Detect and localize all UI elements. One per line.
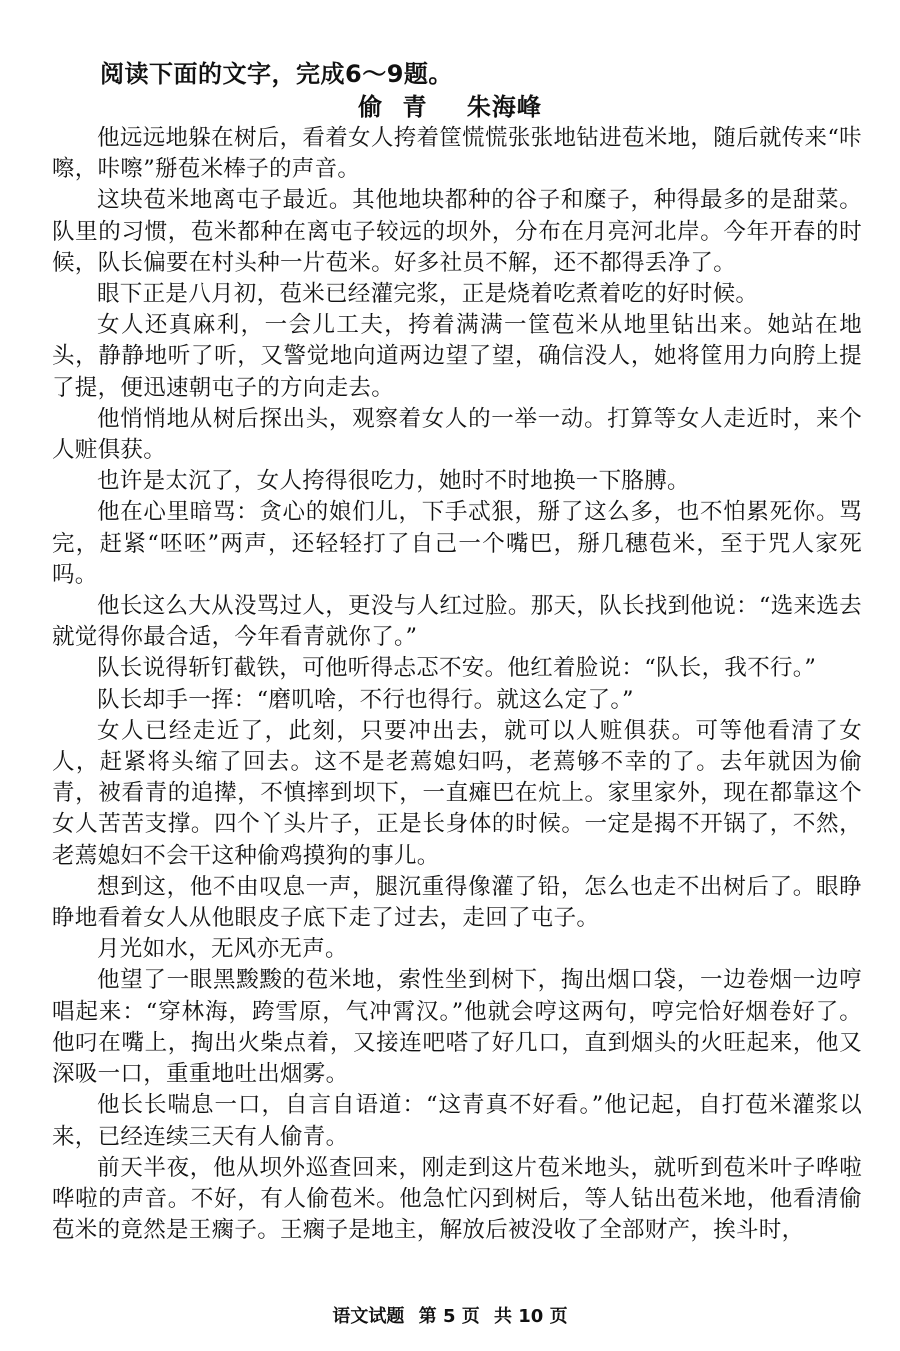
article-paragraph: 他远远地躲在树后，看着女人挎着筐慌慌张张地钻进苞米地，随后就传来“咔嚓，咔嚓”掰苞米棒子的声音。 bbox=[52, 125, 862, 183]
article-body bbox=[52, 123, 862, 1246]
article-paragraph: 想到这，他不由叹息一声，腿沉重得像灌了铅，怎么也走不出树后了。眼睁睁地看着女人从他眼皮子底下走了过去，走回了屯子。 bbox=[52, 873, 862, 932]
article-paragraph: 月光如水，无风亦无声。 bbox=[97, 936, 348, 963]
footer-page-number: 第 5 页 bbox=[418, 1306, 480, 1327]
article-paragraph: 眼下正是八月初，苞米已经灌完浆，正是烧着吃煮着吃的好时候。 bbox=[97, 281, 759, 308]
page-footer bbox=[0, 1305, 900, 1329]
footer-page-total: 共 10 页 bbox=[494, 1306, 568, 1327]
article-paragraph: 也许是太沉了，女人挎得很吃力，她时不时地换一下胳膊。 bbox=[97, 468, 690, 495]
article-author: 朱海峰 bbox=[466, 93, 542, 121]
article-paragraph: 队长却手一挥：“磨叽啥，不行也得行。就这么定了。” bbox=[97, 686, 634, 713]
article-title: 偷 青 bbox=[358, 93, 433, 121]
article-heading bbox=[0, 92, 900, 122]
footer-subject: 语文试题 bbox=[332, 1306, 405, 1327]
question-instruction: 阅读下面的文字，完成6～9题。 bbox=[100, 60, 453, 88]
article-paragraph: 他望了一眼黑黢黢的苞米地，索性坐到树下，掏出烟口袋，一边卷烟一边哼唱起来：“穿林海，跨雪原，气冲霄汉。”他就会哼这两句，哼完恰好烟卷好了。他叼在嘴上，掏出火柴点着，又接连吧嗒了好几口，直到烟头的火旺起来，他又深吸一口，重重地吐出烟雾。 bbox=[52, 967, 862, 1088]
article-paragraph: 女人还真麻利，一会儿工夫，挎着满满一筐苞米从地里钻出来。她站在地头，静静地听了听，又警觉地向道两边望了望，确信没人，她将筐用力向胯上提了提，便迅速朝屯子的方向走去。 bbox=[52, 312, 862, 401]
article-paragraph: 他长长喘息一口，自言自语道：“这青真不好看。”他记起，自打苞米灌浆以来，已经连续三天有人偷青。 bbox=[52, 1092, 862, 1150]
article-paragraph: 他在心里暗骂：贪心的娘们儿，下手忒狠，掰了这么多，也不怕累死你。骂完，赶紧“呸呸”两声，还轻轻打了自己一个嘴巴，掰几穗苞米，至于咒人家死吗。 bbox=[52, 499, 862, 588]
article-paragraph: 前天半夜，他从坝外巡查回来，刚走到这片苞米地头，就听到苞米叶子哗啦哗啦的声音。不好，有人偷苞米。他急忙闪到树后，等人钻出苞米地，他看清偷苞米的竟然是王瘸子。王瘸子是地主，解放后被没收了全部财产，挨斗时， bbox=[52, 1154, 862, 1244]
article-paragraph: 这块苞米地离屯子最近。其他地块都种的谷子和糜子，种得最多的是甜菜。队里的习惯，苞米都种在离屯子较远的坝外，分布在月亮河北岸。今年开春的时候，队长偏要在村头种一片苞米。好多社员不解，还不都得丢净了。 bbox=[52, 187, 862, 276]
article-paragraph: 他长这么大从没骂过人，更没与人红过脸。那天，队长找到他说：“选来选去就觉得你最合适，今年看青就你了。” bbox=[52, 593, 862, 651]
article-paragraph: 队长说得斩钉截铁，可他听得忐忑不安。他红着脸说：“队长，我不行。” bbox=[97, 655, 817, 682]
article-paragraph: 他悄悄地从树后探出头，观察着女人的一举一动。打算等女人走近时，来个人赃俱获。 bbox=[52, 405, 862, 464]
article-paragraph: 女人已经走近了，此刻，只要冲出去，就可以人赃俱获。可等他看清了女人，赶紧将头缩了回去。这不是老蔫媳妇吗，老蔫够不幸的了。去年就因为偷青，被看青的追撵，不慎摔到坝下，一直瘫巴在炕上。家里家外，现在都靠这个女人苦苦支撑。四个丫头片子，正是长身体的时候。一定是揭不开锅了，不然，老蔫媳妇不会干这种偷鸡摸狗的事儿。 bbox=[52, 717, 862, 869]
